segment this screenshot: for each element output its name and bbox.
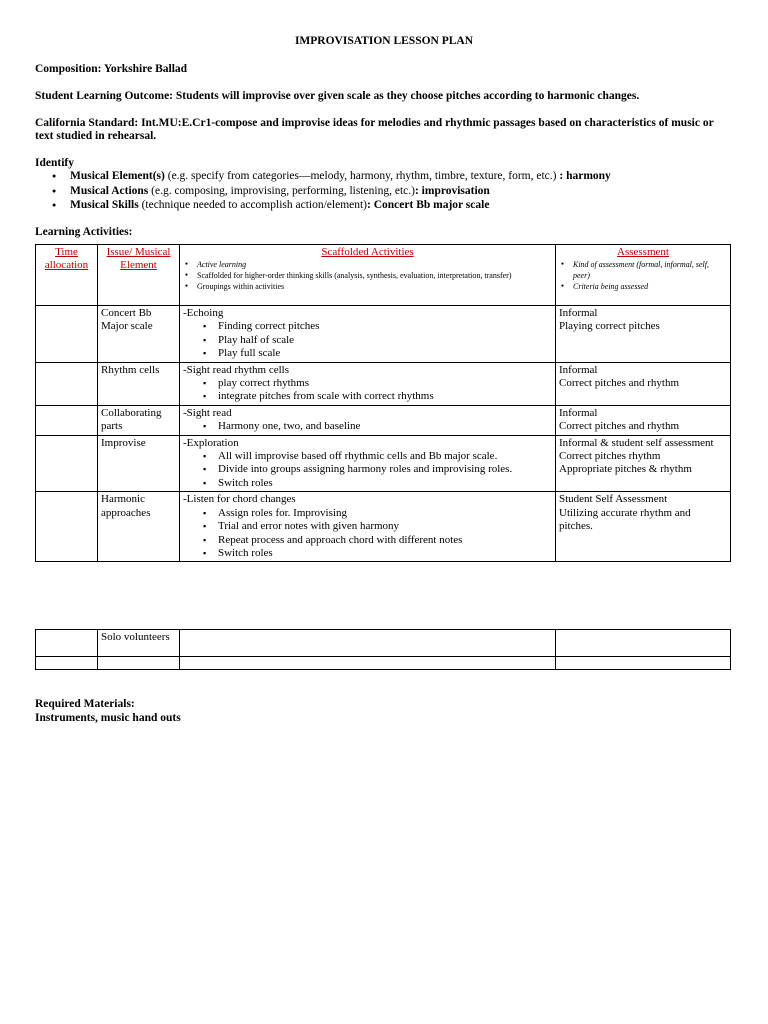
solo-table bbox=[35, 629, 731, 670]
time-cell bbox=[36, 362, 98, 405]
identify-value: : Concert Bb major scale bbox=[367, 199, 490, 211]
scaffold-note: ● Active learning bbox=[183, 259, 552, 270]
header-assessment-label: Assessment bbox=[617, 246, 669, 258]
table-row bbox=[36, 435, 731, 492]
issue-cell: Concert Bb Major scale bbox=[98, 306, 180, 363]
assessment-cell bbox=[556, 405, 731, 435]
assessment-line: Correct pitches rhythm bbox=[559, 450, 661, 463]
assessment-note: ● Kind of assessment (formal, informal, self, peer) bbox=[559, 259, 727, 281]
standard-line-1: California Standard: Int.MU:E.Cr1-compose and improvise ideas for melodies and rhythmic passages based on characteristics of music or bbox=[35, 117, 714, 129]
identify-desc: (e.g. specify from categories—melody, harmony, rhythm, timbre, texture, form, etc.) bbox=[164, 170, 560, 182]
identify-item-actions bbox=[35, 184, 611, 199]
time-cell bbox=[36, 306, 98, 363]
issue-cell: Harmonic approaches bbox=[98, 492, 180, 562]
activity-item: ▪ Repeat process and approach chord with different notes bbox=[183, 534, 552, 547]
assessment-line: Informal bbox=[559, 307, 598, 319]
assessment-cell bbox=[556, 306, 731, 363]
issue-cell bbox=[98, 657, 180, 670]
composition-line: Composition: Yorkshire Ballad bbox=[35, 63, 188, 75]
activity-item: ▪ Assign roles for. Improvising bbox=[183, 507, 552, 520]
identify-label: Musical Skills bbox=[70, 199, 139, 211]
time-cell bbox=[36, 435, 98, 492]
table-header-row bbox=[36, 245, 731, 306]
identify-item-element bbox=[35, 169, 611, 184]
activity-item: ▪ integrate pitches from scale with correct rhythms bbox=[183, 390, 552, 403]
activity-cell bbox=[180, 492, 556, 562]
activity-cell bbox=[180, 657, 556, 670]
assessment-line: Correct pitches and rhythm bbox=[559, 377, 680, 390]
assessment-cell bbox=[556, 630, 731, 657]
header-scaffolded-label: Scaffolded Activities bbox=[321, 246, 414, 258]
assessment-note: ● Criteria being assessed bbox=[559, 281, 727, 292]
identify-value: : harmony bbox=[559, 170, 611, 182]
time-cell bbox=[36, 405, 98, 435]
activity-item: ▪ Switch roles bbox=[183, 547, 552, 560]
table-row bbox=[36, 630, 731, 657]
learning-activities-heading: Learning Activities: bbox=[35, 226, 133, 238]
activity-item: ▪ Play half of scale bbox=[183, 334, 552, 347]
issue-cell: Improvise bbox=[98, 435, 180, 492]
assessment-line: Informal bbox=[559, 363, 598, 376]
activity-lead: -Sight read rhythm cells bbox=[183, 363, 290, 376]
assessment-cell bbox=[556, 435, 731, 492]
activity-lead: -Sight read bbox=[183, 406, 232, 419]
activity-item: ▪ Finding correct pitches bbox=[183, 320, 552, 333]
identify-item-skills bbox=[35, 198, 611, 213]
standard-line-2: text studied in rehearsal. bbox=[35, 130, 157, 142]
time-cell bbox=[36, 492, 98, 562]
issue-cell: Collaborating parts bbox=[98, 405, 180, 435]
assessment-line: Playing correct pitches bbox=[559, 320, 660, 333]
activity-item: ▪ Switch roles bbox=[183, 477, 552, 490]
identify-value: : improvisation bbox=[414, 184, 490, 197]
issue-cell: Solo volunteers bbox=[98, 630, 180, 657]
activity-item: ▪ Harmony one, two, and baseline bbox=[183, 420, 552, 433]
activity-cell bbox=[180, 306, 556, 363]
identify-label: Musical Element(s) bbox=[70, 170, 165, 182]
assessment-cell bbox=[556, 657, 731, 670]
assessment-line: Informal bbox=[559, 406, 598, 419]
header-issue: Issue/ Musical Element bbox=[98, 245, 180, 306]
required-materials-heading: Required Materials: bbox=[35, 698, 135, 710]
time-cell bbox=[36, 657, 98, 670]
activity-item: ▪ play correct rhythms bbox=[183, 377, 552, 390]
activity-cell bbox=[180, 630, 556, 657]
issue-cell: Rhythm cells bbox=[98, 362, 180, 405]
table-row bbox=[36, 657, 731, 670]
identify-heading: Identify bbox=[35, 157, 74, 169]
assessment-line: Utilizing accurate rhythm and pitches. bbox=[559, 506, 691, 533]
scaffold-note: ● Scaffolded for higher-order thinking skills (analysis, synthesis, evaluation, interpretation, transfer) bbox=[183, 270, 552, 281]
header-scaffolded bbox=[180, 245, 556, 306]
identify-label: Musical Actions bbox=[70, 184, 149, 197]
table-row bbox=[36, 306, 731, 363]
activity-cell bbox=[180, 405, 556, 435]
activity-item: ▪ Trial and error notes with given harmony bbox=[183, 520, 552, 533]
activity-item: ▪ All will improvise based off rhythmic cells and Bb major scale. bbox=[183, 450, 552, 463]
assessment-line: Correct pitches and rhythm bbox=[559, 420, 680, 433]
activity-lead: -Exploration bbox=[183, 436, 239, 449]
table-row bbox=[36, 362, 731, 405]
assessment-cell bbox=[556, 362, 731, 405]
activity-lead: -Listen for chord changes bbox=[183, 493, 296, 506]
activity-cell bbox=[180, 362, 556, 405]
table-row bbox=[36, 405, 731, 435]
document-title: IMPROVISATION LESSON PLAN bbox=[294, 35, 474, 47]
activity-item: ▪ Play full scale bbox=[183, 347, 552, 360]
required-materials-value: Instruments, music hand outs bbox=[35, 712, 181, 724]
identify-desc: (e.g. composing, improvising, performing, listening, etc.) bbox=[148, 184, 415, 197]
scaffold-note: ● Groupings within activities bbox=[183, 281, 552, 292]
assessment-line: Student Self Assessment bbox=[559, 493, 668, 506]
activity-lead: -Echoing bbox=[183, 307, 224, 319]
assessment-line: Informal & student self assessment bbox=[559, 436, 714, 449]
identify-desc: (technique needed to accomplish action/element) bbox=[138, 199, 368, 211]
identify-list bbox=[35, 169, 611, 213]
table-row bbox=[36, 492, 731, 562]
assessment-line: Appropriate pitches & rhythm bbox=[559, 463, 692, 476]
learning-outcome-line: Student Learning Outcome: Students will improvise over given scale as they choose pitches according to harmonic changes. bbox=[35, 90, 640, 102]
activities-table bbox=[35, 244, 731, 562]
header-assessment bbox=[556, 245, 731, 306]
header-time-allocation: Time allocation bbox=[36, 245, 98, 306]
activity-item: ▪ Divide into groups assigning harmony roles and improvising roles. bbox=[183, 463, 552, 476]
activity-cell bbox=[180, 435, 556, 492]
time-cell bbox=[36, 630, 98, 657]
assessment-cell bbox=[556, 492, 731, 562]
